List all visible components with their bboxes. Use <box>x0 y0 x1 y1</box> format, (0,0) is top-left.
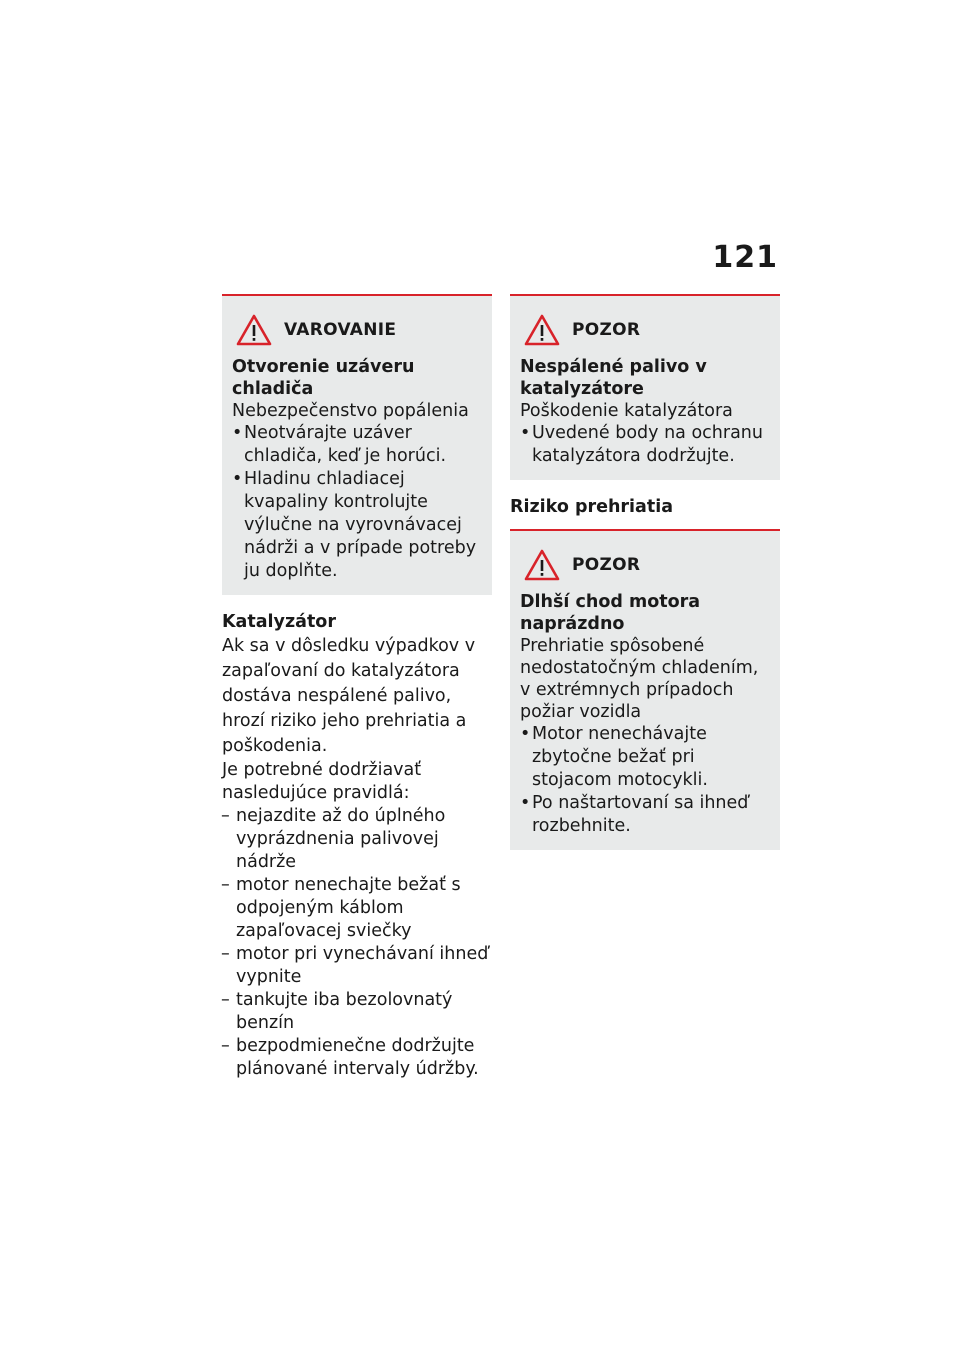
callout-label: VAROVANIE <box>284 320 397 340</box>
callout-label: POZOR <box>572 320 641 340</box>
bullet-item: • Neotvárajte uzáver chladiča, keď je horúci. <box>232 422 482 468</box>
section-title: Katalyzátor <box>222 612 336 632</box>
rules-intro: Je potrebné dodržiavať nasledujúce pravidlá: <box>222 760 422 803</box>
warning-triangle-icon <box>524 549 560 581</box>
callout-subtitle: Nebezpečenstvo popálenia <box>232 401 469 421</box>
right-column <box>510 294 780 850</box>
callout-subtitle: Prehriatie spôsobené nedostatočným chladením, v extrémnych prípadoch požiar vozidla <box>520 636 759 722</box>
callout-header <box>524 310 770 350</box>
bullet-item: • Hladinu chladiacej kvapaliny kontrolujte výlučne na vyrovnávacej nádrži a v prípade potreby ju doplňte. <box>232 468 482 583</box>
rule-item: – bezpodmienečne dodržujte plánované intervaly údržby. <box>222 1035 492 1081</box>
callout-header <box>236 310 482 350</box>
left-column <box>222 294 492 1081</box>
section-paragraph: Ak sa v dôsledku výpadkov v zapaľovaní do katalyzátora dostáva nespálené palivo, hrozí riziko jeho prehriatia a poškodenia. <box>222 636 476 756</box>
bullet-item: • Motor nenechávajte zbytočne bežať pri stojacom motocykli. <box>520 723 770 792</box>
callout-title: Otvorenie uzáveru chladiča <box>232 357 415 399</box>
caution-callout <box>510 294 780 480</box>
callout-header <box>524 545 770 585</box>
rules-list <box>222 805 492 1081</box>
callout-bullet-list <box>520 422 770 468</box>
rule-item: – tankujte iba bezolovnatý benzín <box>222 989 492 1035</box>
callout-title: Nespálené palivo v katalyzátore <box>520 357 707 399</box>
callout-title: Dlhší chod motora naprázdno <box>520 592 701 634</box>
bullet-item: • Po naštartovaní sa ihneď rozbehnite. <box>520 792 770 838</box>
page-number: 121 <box>712 240 778 275</box>
callout-subtitle: Poškodenie katalyzátora <box>520 401 733 421</box>
section-title: Riziko prehriatia <box>510 497 674 517</box>
rule-item: – motor nenechajte bežať s odpojeným káblom zapaľovacej sviečky <box>222 874 492 943</box>
callout-bullet-list <box>520 723 770 838</box>
warning-triangle-icon <box>524 314 560 346</box>
rule-item: – motor pri vynechávaní ihneď vypnite <box>222 943 492 989</box>
warning-triangle-icon <box>236 314 272 346</box>
bullet-item: • Uvedené body na ochranu katalyzátora dodržujte. <box>520 422 770 468</box>
caution-callout <box>510 529 780 850</box>
warning-callout <box>222 294 492 595</box>
rule-item: – nejazdite až do úplného vyprázdnenia palivovej nádrže <box>222 805 492 874</box>
callout-label: POZOR <box>572 555 641 575</box>
callout-bullet-list <box>232 422 482 583</box>
